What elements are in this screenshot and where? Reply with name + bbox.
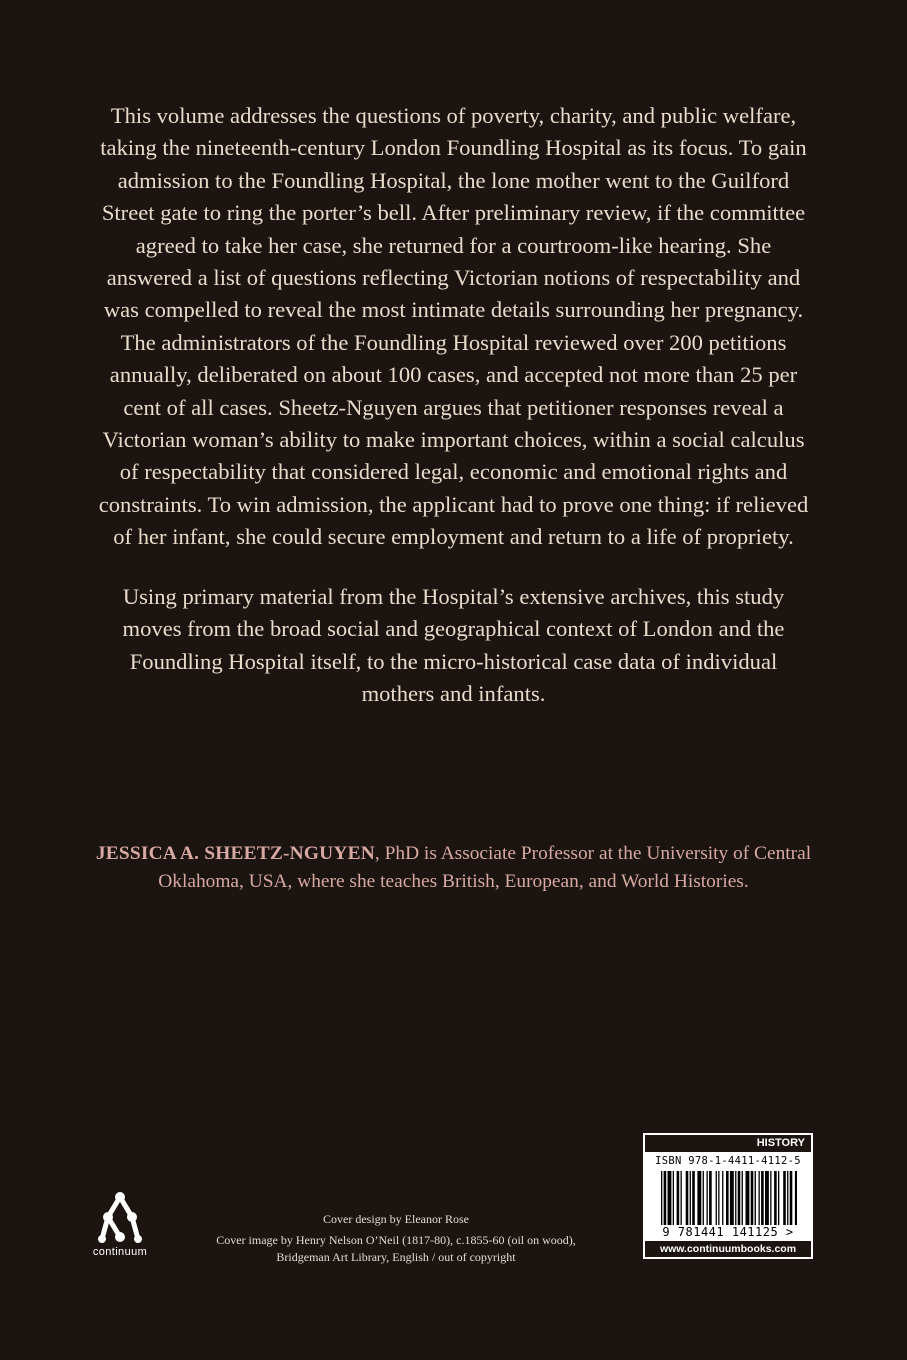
blurb-paragraph-1: This volume addresses the questions of poverty, charity, and public welfare, taking the nineteenth-century London Foundling Hospital as its focus. To gain admission to the Foundling Hospital, the lone mother went to the Guilford Street gate to ring the porter’s bell. After preliminary review, if the committee agreed to take her case, she returned for a courtroom-like hearing. She answered a list of questions reflecting Victorian notions of respectability and was compelled to reveal the most intimate details surrounding her pregnancy. The administrators of the Foundling Hospital reviewed over 200 petitions annually, deliberated on about 100 cases, and accepted not more than 25 per cent of all cases. Sheetz-Nguyen argues that petitioner responses reveal a Victorian woman’s ability to make important choices, within a social calculus of respectability that considered legal, economic and emotional rights and constraints. To win admission, the applicant had to prove one thing: if relieved of her infant, she could secure employment and return to a life of propriety. bbox=[98, 103, 809, 550]
publisher-logo-text: continuum bbox=[92, 1246, 148, 1258]
barcode-box bbox=[643, 1133, 813, 1259]
cover-credits bbox=[190, 1211, 602, 1267]
continuum-logo-icon bbox=[98, 1191, 142, 1245]
author-bio-text: , PhD is Associate Professor at the University of Central Oklahoma, USA, where she teaches British, European, and World Histories. bbox=[158, 843, 812, 892]
barcode-digits: 9 781441 141125 > bbox=[662, 1225, 794, 1239]
publisher-url: www.continuumbooks.com bbox=[645, 1241, 811, 1257]
barcode-isbn: ISBN 978-1-4411-4112-5 bbox=[655, 1155, 801, 1167]
cover-image-credit: Cover image by Henry Nelson O’Neil (1817-80), c.1855-60 (oil on wood), Bridgeman Art Library, English / out of copyright bbox=[216, 1232, 576, 1264]
author-bio bbox=[78, 840, 829, 896]
cover-design-credit: Cover design by Eleanor Rose bbox=[323, 1212, 469, 1226]
publisher-logo bbox=[78, 1191, 162, 1263]
back-cover-blurb bbox=[92, 100, 815, 710]
blurb-paragraph-2: Using primary material from the Hospital’s extensive archives, this study moves from the broad social and geographical context of London and the Foundling Hospital itself, to the micro-historical case data of individual mothers and infants. bbox=[122, 583, 785, 706]
author-name: JESSICA A. SHEETZ-NGUYEN bbox=[95, 843, 375, 864]
barcode-bars bbox=[659, 1171, 797, 1227]
barcode-category: HISTORY bbox=[645, 1135, 811, 1152]
